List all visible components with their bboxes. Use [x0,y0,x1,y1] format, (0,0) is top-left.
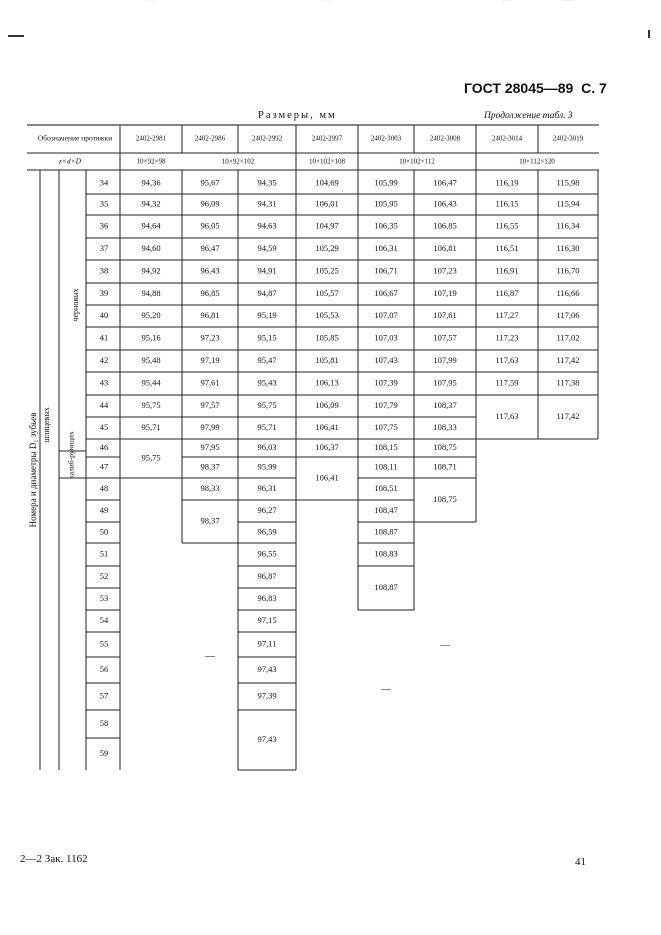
diameter-value: 105,85 [315,332,339,343]
diameter-value: 108,11 [374,461,398,472]
row-number: 36 [99,220,109,231]
diameter-value: 117,42 [556,410,580,421]
diameter-value: 95,47 [257,354,277,365]
row-number: 43 [99,377,109,388]
diameter-value: 95,71 [141,421,161,432]
diameter-value: 95,67 [200,177,220,188]
row-number: 58 [99,717,109,728]
diameter-value: 106,41 [315,421,339,432]
diameter-value: 106,85 [433,220,457,231]
diameter-value: 107,75 [374,421,398,432]
row-number: 57 [99,690,109,701]
diameter-value: 95,20 [141,309,161,320]
row-number: 56 [99,663,109,674]
tool-designation: 2402-3003 [370,134,402,143]
order-number: 2—2 Зак. 1162 [20,853,88,865]
diameter-value: 108,33 [433,421,457,432]
diameter-value: 106,31 [374,242,398,253]
diameter-value: 96,43 [200,265,220,276]
designation-label: Обозначение протяжки [37,133,113,143]
diameter-value: 95,71 [257,421,277,432]
empty-cell-dash [321,0,333,5]
diameter-value: 117,23 [495,332,519,343]
row-number: 49 [99,504,109,515]
diameter-value: 106,43 [433,198,457,209]
diameter-value: 116,15 [495,198,519,209]
diameter-value: 97,99 [200,421,220,432]
row-number: 41 [99,332,109,343]
row-number: 48 [99,482,109,493]
diameter-value: 106,35 [374,220,398,231]
diameter-value: 97,43 [257,663,277,674]
rough-label: черновых [70,288,80,322]
diameter-value: 107,19 [433,287,457,298]
diameter-value: 95,99 [257,461,277,472]
scan-mark [648,30,650,38]
diameter-value: 117,38 [556,377,580,388]
diameter-value: 95,44 [141,377,161,388]
row-number: 51 [99,548,109,559]
diameter-value: 98,37 [200,515,220,526]
size-label: z×d×D [58,156,82,166]
diameter-value: 107,95 [433,377,457,388]
tool-size: 10×102×112 [399,157,435,166]
tool-size: 10×92×98 [136,157,166,166]
row-number: 40 [99,309,109,320]
diameter-value: 105,57 [315,287,339,298]
diameter-value: 108,37 [433,399,457,410]
diameter-value: 107,99 [433,354,457,365]
empty-cell-dash [562,0,574,5]
table-continuation: Продолжение табл. 3 [484,111,573,121]
tool-designation: 2402-2997 [311,134,343,143]
diameter-value: 96,09 [200,198,220,209]
diameter-value: 106,47 [433,177,457,188]
diameter-value: 108,75 [433,441,457,452]
diameter-value: 117,63 [495,410,519,421]
row-number: 47 [99,461,109,472]
row-number: 54 [99,614,109,625]
scan-mark [8,35,24,37]
diameter-value: 94,60 [141,242,161,253]
diameter-value: 94,92 [141,265,161,276]
diameter-value: 95,19 [257,309,277,320]
diameter-value: 96,81 [200,309,220,320]
tool-size: 10×112×120 [519,157,555,166]
diameter-value: 96,55 [257,548,277,559]
diameter-value: 104,97 [315,220,339,231]
diameter-value: 104,69 [315,177,339,188]
diameter-value: 97,19 [200,354,220,365]
diameter-value: 106,13 [315,377,339,388]
diameter-value: 116,55 [495,220,519,231]
row-number: 45 [99,421,109,432]
diameter-value: 117,27 [495,309,519,320]
diameter-value: 97,57 [200,399,220,410]
diameter-value: 105,53 [315,309,339,320]
empty-cell-dash: — [381,684,391,696]
diameter-value: 94,63 [257,220,277,231]
diameter-value: 116,87 [495,287,519,298]
diameter-value: 94,36 [141,177,161,188]
diameter-value: 107,07 [374,309,398,320]
diameter-value: 106,09 [315,399,339,410]
diameter-value: 97,61 [200,377,220,388]
page-number: С. 7 [581,80,607,96]
diameter-value: 107,57 [433,332,457,343]
diameter-value: 116,34 [556,220,580,231]
table-caption: Размеры, мм [258,110,337,121]
row-number: 35 [99,198,109,209]
diameter-value: 96,05 [200,220,220,231]
row-number: 38 [99,265,109,276]
diameter-value: 108,15 [374,441,398,452]
row-number: 53 [99,592,109,603]
diameter-value: 96,47 [200,242,220,253]
empty-cell-dash [501,0,513,5]
diameter-value: 94,31 [257,198,277,209]
tool-designation: 2402-3019 [552,134,584,143]
diameter-value: 98,33 [200,482,220,493]
row-number: 59 [99,747,109,758]
row-number: 44 [99,399,109,410]
diameter-value: 107,61 [433,309,457,320]
group-label: шлицевых [41,407,51,443]
diameter-value: 96,87 [257,570,277,581]
diameter-value: 97,11 [257,638,277,649]
diameter-value: 94,32 [141,198,161,209]
diameter-value: 96,31 [257,482,277,493]
diameter-value: 108,87 [374,526,398,537]
side-label: Номера и диаметры D₁ зубьев [28,412,39,528]
diameter-value: 117,42 [556,354,580,365]
diameter-value: 96,83 [257,592,277,603]
empty-cell-dash [145,0,157,5]
diameter-value: 115,94 [556,198,580,209]
diameter-value: 107,23 [433,265,457,276]
diameter-value: 96,27 [257,504,277,515]
row-number: 42 [99,354,109,365]
row-number: 46 [99,441,109,452]
diameter-value: 108,71 [433,461,457,472]
diameter-value: 107,79 [374,399,398,410]
standard-code: ГОСТ 28045—89 [464,80,574,96]
tool-size: 10×92×102 [221,157,255,166]
calib-label: калиб-рующих [66,431,76,479]
tool-designation: 2402-2986 [194,134,226,143]
diameter-value: 97,23 [200,332,220,343]
table-text [28,0,584,758]
diameter-value: 107,03 [374,332,398,343]
tool-designation: 2402-2981 [135,134,167,143]
diameter-value: 106,01 [315,198,339,209]
diameter-value: 95,75 [141,399,161,410]
diameter-value: 96,85 [200,287,220,298]
diameter-value: 105,95 [374,198,398,209]
page-footer-number: 41 [575,856,586,868]
diameter-value: 95,75 [141,452,161,463]
diameter-value: 97,39 [257,690,277,701]
diameter-value: 97,43 [257,733,277,744]
diameter-value: 95,43 [257,377,277,388]
diameter-value: 95,16 [141,332,161,343]
diameter-value: 106,71 [374,265,398,276]
diameter-value: 117,63 [495,354,519,365]
diameter-value: 117,59 [495,377,519,388]
diameter-value: 115,98 [556,177,580,188]
diameter-value: 117,02 [556,332,580,343]
diameter-value: 95,48 [141,354,161,365]
diameter-value: 116,66 [556,287,580,298]
diameter-value: 98,37 [200,461,220,472]
diameter-value: 106,67 [374,287,398,298]
diameter-value: 94,35 [257,177,277,188]
diameter-value: 108,51 [374,482,398,493]
row-number: 55 [99,638,109,649]
diameter-value: 105,99 [374,177,398,188]
diameter-value: 117,06 [556,309,580,320]
diameter-value: 96,59 [257,526,277,537]
diameter-value: 95,15 [257,332,277,343]
tool-designation: 2402-3014 [491,134,523,143]
diameter-value: 105,25 [315,265,339,276]
row-number: 34 [99,177,109,188]
diameter-value: 96,03 [257,441,277,452]
diameter-value: 97,15 [257,614,277,625]
empty-cell-dash: — [205,650,215,662]
diameter-value: 106,81 [433,242,457,253]
row-number: 37 [99,242,109,253]
diameter-value: 107,43 [374,354,398,365]
diameter-value: 94,64 [141,220,161,231]
diameter-value: 106,41 [315,472,339,483]
diameter-value: 97,95 [200,441,220,452]
diameter-value: 116,91 [495,265,519,276]
tool-designation: 2402-3008 [429,134,461,143]
diameter-value: 94,88 [141,287,161,298]
diameter-value: 105,81 [315,354,339,365]
diameter-value: 95,75 [257,399,277,410]
diameter-value: 108,83 [374,548,398,559]
diameter-value: 108,87 [374,581,398,592]
tool-size: 10×102×108 [309,157,345,166]
diameter-value: 105,29 [315,242,339,253]
diameter-value: 94,91 [257,265,277,276]
row-number: 39 [99,287,109,298]
diameter-value: 108,75 [433,493,457,504]
diameter-value: 116,70 [556,265,580,276]
empty-cell-dash: — [440,640,450,652]
row-number: 50 [99,526,109,537]
diameter-value: 116,51 [495,242,519,253]
diameter-value: 116,30 [556,242,580,253]
diameter-value: 116,19 [495,177,519,188]
diameter-value: 106,37 [315,441,339,452]
diameter-value: 94,87 [257,287,277,298]
diameter-value: 94,59 [257,242,277,253]
tool-designation: 2402-2992 [251,134,283,143]
row-number: 52 [99,570,109,581]
diameter-value: 108,47 [374,504,398,515]
diameter-value: 107,39 [374,377,398,388]
